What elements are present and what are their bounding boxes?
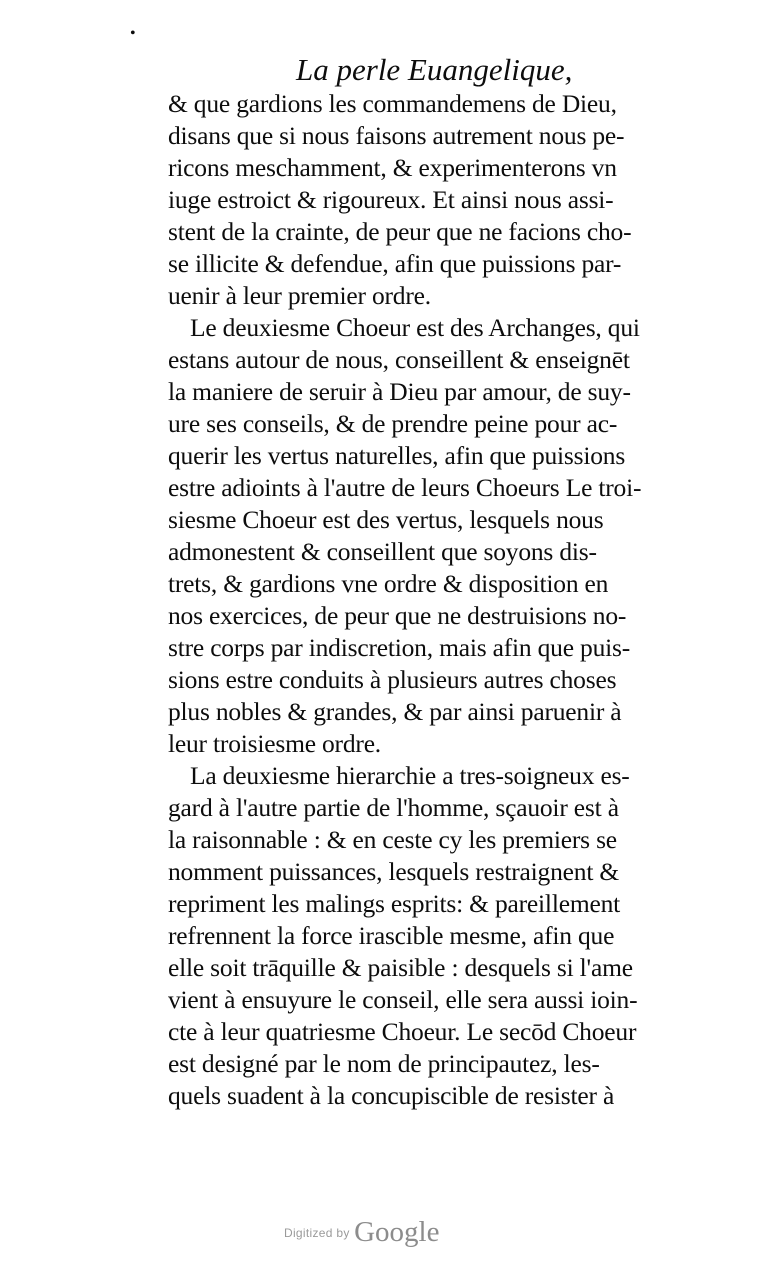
text-line: ure ses conseils, & de prendre peine pour ac- <box>168 409 618 438</box>
text-line: disans que si nous faisons autrement nous pe- <box>168 121 625 150</box>
text-line: repriment les malings esprits: & pareillement <box>168 889 621 918</box>
text-line: plus nobles & grandes, & par ainsi paruenir à <box>168 697 622 726</box>
body-text <box>168 88 708 1112</box>
text-line: querir les vertus naturelles, afin que puissions <box>168 441 626 470</box>
running-header: La perle Euangelique, <box>296 52 573 87</box>
text-line: siesme Choeur est des vertus, lesquels nous <box>168 505 604 534</box>
text-line: ricons meschamment, & experimenterons vn <box>168 153 617 182</box>
digitized-label: Digitized by <box>284 1226 350 1240</box>
text-line: iuge estroict & rigoureux. Et ainsi nous assi- <box>168 185 614 214</box>
text-line: vient à ensuyure le conseil, elle sera aussi ioin- <box>168 985 638 1014</box>
text-line: quels suadent à la concupiscible de resister à <box>168 1081 615 1110</box>
page-mark: • <box>130 25 136 42</box>
text-line: estre adioints à l'autre de leurs Choeurs Le troi- <box>168 473 642 502</box>
text-line: la maniere de seruir à Dieu par amour, de suy- <box>168 377 631 406</box>
text-line: nos exercices, de peur que ne destruisions no- <box>168 601 627 630</box>
text-line: la raisonnable : & en ceste cy les premiers se <box>168 825 617 854</box>
text-line: trets, & gardions vne ordre & disposition en <box>168 569 609 598</box>
text-line: elle soit trāquille & paisible : desquels si l'ame <box>168 953 633 982</box>
text-line: stent de la crainte, de peur que ne facions cho- <box>168 217 632 246</box>
text-line: se illicite & defendue, afin que puissions par- <box>168 249 622 278</box>
text-line: cte à leur quatriesme Choeur. Le secōd Choeur <box>168 1017 637 1046</box>
text-line: refrennent la force irascible mesme, afin que <box>168 921 615 950</box>
text-line: nomment puissances, lesquels restraignent & <box>168 857 620 886</box>
google-brand: Google <box>354 1216 440 1248</box>
text-line: admonestent & conseillent que soyons dis- <box>168 537 597 566</box>
text-line: & que gardions les commandemens de Dieu, <box>168 89 617 118</box>
text-line: estans autour de nous, conseillent & enseignēt <box>168 345 630 374</box>
text-line: gard à l'autre partie de l'homme, sçauoir est à <box>168 793 619 822</box>
text-line: uenir à leur premier ordre. <box>168 281 431 310</box>
text-line: leur troisiesme ordre. <box>168 729 381 758</box>
text-line: stre corps par indiscretion, mais afin que puis- <box>168 633 631 662</box>
text-line: Le deuxiesme Choeur est des Archanges, qui <box>190 313 640 342</box>
text-line: sions estre conduits à plusieurs autres choses <box>168 665 617 694</box>
digitized-footer <box>284 1216 439 1249</box>
text-line: La deuxiesme hierarchie a tres-soigneux es- <box>190 761 630 790</box>
text-line: est designé par le nom de principautez, les- <box>168 1049 600 1078</box>
